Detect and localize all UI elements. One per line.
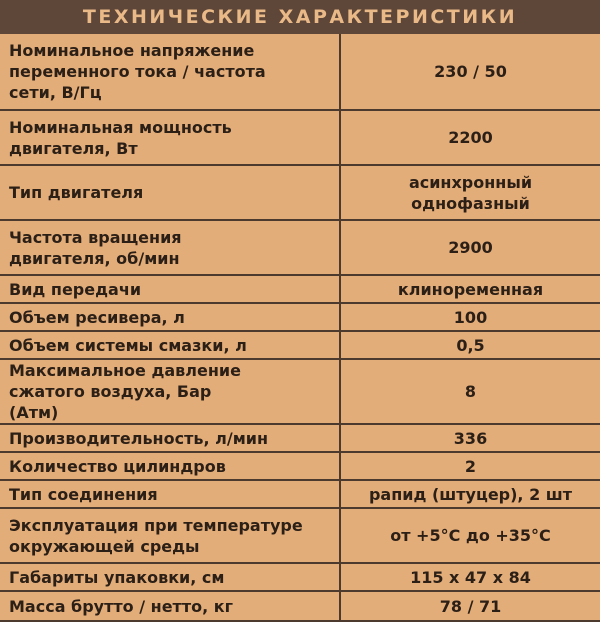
param-cell [0,110,340,165]
table-row [0,359,600,424]
value-cell: клиноременная [340,275,600,303]
table-row [0,220,600,275]
table-row [0,508,600,563]
param-cell: Габариты упаковки, см [0,563,340,591]
value-cell: 230 / 50 [340,34,600,110]
value-cell: рапид (штуцер), 2 шт [340,480,600,508]
table-row [0,563,600,591]
param-cell: Объем ресивера, л [0,303,340,331]
param-label: Номинальная мощность двигателя, Вт [9,117,232,158]
value-cell: 78 / 71 [340,591,600,621]
param-cell [0,359,340,424]
value-cell: 115 х 47 х 84 [340,563,600,591]
value-cell: 336 [340,424,600,452]
value-cell: 2200 [340,110,600,165]
value-cell: 2900 [340,220,600,275]
page-title: ТЕХНИЧЕСКИЕ ХАРАКТЕРИСТИКИ [0,0,600,34]
param-cell [0,34,340,110]
param-cell: Производительность, л/мин [0,424,340,452]
table-row [0,480,600,508]
table-row [0,452,600,480]
param-label: Частота вращения двигателя, об/мин [9,227,182,268]
table-row [0,331,600,359]
param-label: Максимальное давление сжатого воздуха, Бар (Атм) [9,361,241,422]
param-cell: Вид передачи [0,275,340,303]
param-label: Эксплуатация при температуре окружающей среды [9,515,303,556]
table-row [0,34,600,110]
param-cell: Тип соединения [0,480,340,508]
value-cell: 8 [340,359,600,424]
param-label: Номинальное напряжение переменного тока / частота сети, В/Гц [9,41,266,102]
table-row [0,424,600,452]
spec-table [0,34,600,622]
value-cell [340,165,600,220]
param-cell: Масса брутто / нетто, кг [0,591,340,621]
table-row [0,110,600,165]
table-row [0,165,600,220]
param-cell: Количество цилиндров [0,452,340,480]
value-cell: 0,5 [340,331,600,359]
value-cell: от +5°С до +35°С [340,508,600,563]
value-label: асинхронный однофазный [408,172,533,213]
value-cell: 2 [340,452,600,480]
param-cell: Тип двигателя [0,165,340,220]
value-cell: 100 [340,303,600,331]
table-row [0,275,600,303]
param-cell [0,508,340,563]
param-cell: Объем системы смазки, л [0,331,340,359]
param-cell [0,220,340,275]
table-row [0,303,600,331]
